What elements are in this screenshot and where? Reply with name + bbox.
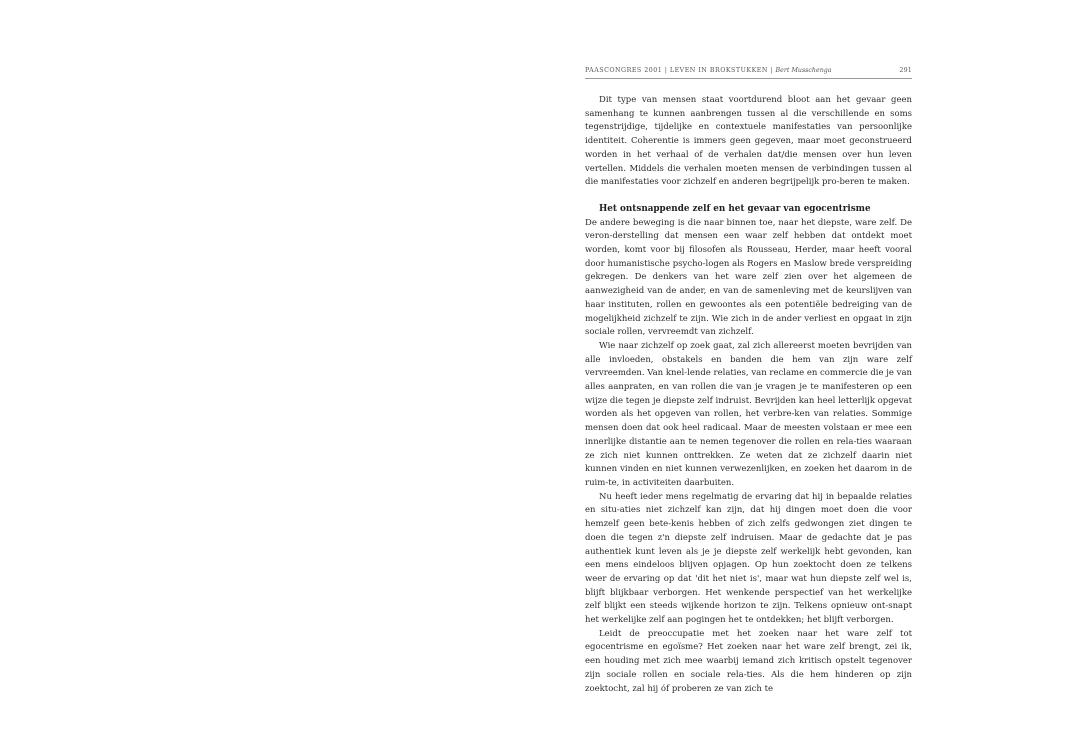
paragraph-2: De andere beweging is die naar binnen toe, naar het diepste, ware zelf. De veron-derstelling dat mensen een waar zelf hebben dat ontdekt moet worden, komt voor bij filosofen als Rousseau, Herder, maar heeft vooral door humanistische psycho-logen als Rogers en Maslow brede verspreiding gekregen. De denkers van het ware zelf zien over het algemeen de aanwezigheid van de ander, en van de samenleving met de keurslijven van haar instituten, rollen en gewoontes als een potentiële bedreiging van de mogelijkheid zichzelf te zijn. Wie zich in de ander verliest en opgaat in zijn sociale rollen, vervreemdt van zichzelf. — [585, 217, 912, 338]
paragraph-3: Wie naar zichzelf op zoek gaat, zal zich allereerst moeten bevrijden van alle invloeden, obstakels en banden die hem van zijn ware zelf vervreemden. Van knel-lende relaties, van reclame en commercie die je van alles aanpraten, en van rollen die van je vragen je te manifesteren op een wijze die tegen je diepste zelf indruist. Bevrijden kan heel letterlijk opgevat worden als het opgeven van rollen, het verbre-ken van relaties. Sommige mensen doen dat ook heel radicaal. Maar de meesten volstaan er mee een innerlijke distantie aan te nemen tegenover die rollen en rela-ties waaraan ze zich niet kunnen onttrekken. Ze weten dat ze zichzelf daarin niet kunnen vinden en niet kunnen verwezenlijken, en zoeken het daarom in de ruim-te, in activiteiten daarbuiten. — [585, 340, 912, 488]
paragraph-5: Leidt de preoccupatie met het zoeken naar het ware zelf tot egocentrisme en egoïsme? Het zoeken naar het ware zelf brengt, zei ik, een houding met zich mee waarbij iemand zich kritisch opstelt tegenover zijn sociale rollen en sociale rela-ties. Als die hem hinderen op zijn zoektocht, zal hij óf proberen ze van zich te — [585, 628, 912, 694]
paragraph-1: Dit type van mensen staat voortdurend bloot aan het gevaar geen samenhang te kunnen aanbrengen tussen al die verschillende en soms tegenstrijdige, tijdelijke en contextuele manifestaties van persoonlijke identiteit. Coherentie is immers geen gegeven, maar moet geconstrueerd worden in het verhaal of de verhalen dat/die mensen over hun leven vertellen. Middels die verhalen moeten mensen de verbindingen tussen al die manifestaties voor zichzelf en anderen begrijpelijk pro-beren te maken. — [585, 95, 912, 188]
book-page — [585, 62, 912, 696]
body-text — [585, 94, 912, 696]
section-heading: Het ontsnappende zelf en het gevaar van egocentrisme — [599, 203, 871, 214]
running-head-author: Bert Musschenga — [775, 67, 832, 74]
running-head-series: PAASCONGRES 2001 | LEVEN IN BROKSTUKKEN | — [585, 67, 774, 74]
running-head-title — [585, 67, 832, 74]
paragraph-4: Nu heeft ieder mens regelmatig de ervaring dat hij in bepaalde relaties en situ-aties niet zichzelf kan zijn, dat hij dingen moet doen die voor hemzelf geen bete-kenis hebben of zich zelfs gedwongen ziet dingen te doen die tegen z'n diepste zelf indruisen. Maar de gedachte dat je pas authentiek kunt leven als je je diepste zelf werkelijk hebt gevonden, kan een mens eindeloos blijven opjagen. Op hun zoektocht doen ze telkens weer de ervaring op dat 'dit het niet is', maar wat hun diepste zelf wel is, blijft blijkbaar verborgen. Het wenkende perspectief van het werkelijke zelf blijkt een steeds wijkende horizon te zijn. Telkens opnieuw ont-snapt het werkelijke zelf aan pogingen het te ontdekken; het blijft verborgen. — [585, 491, 912, 626]
running-head — [585, 62, 912, 79]
page-number: 291 — [899, 67, 912, 74]
